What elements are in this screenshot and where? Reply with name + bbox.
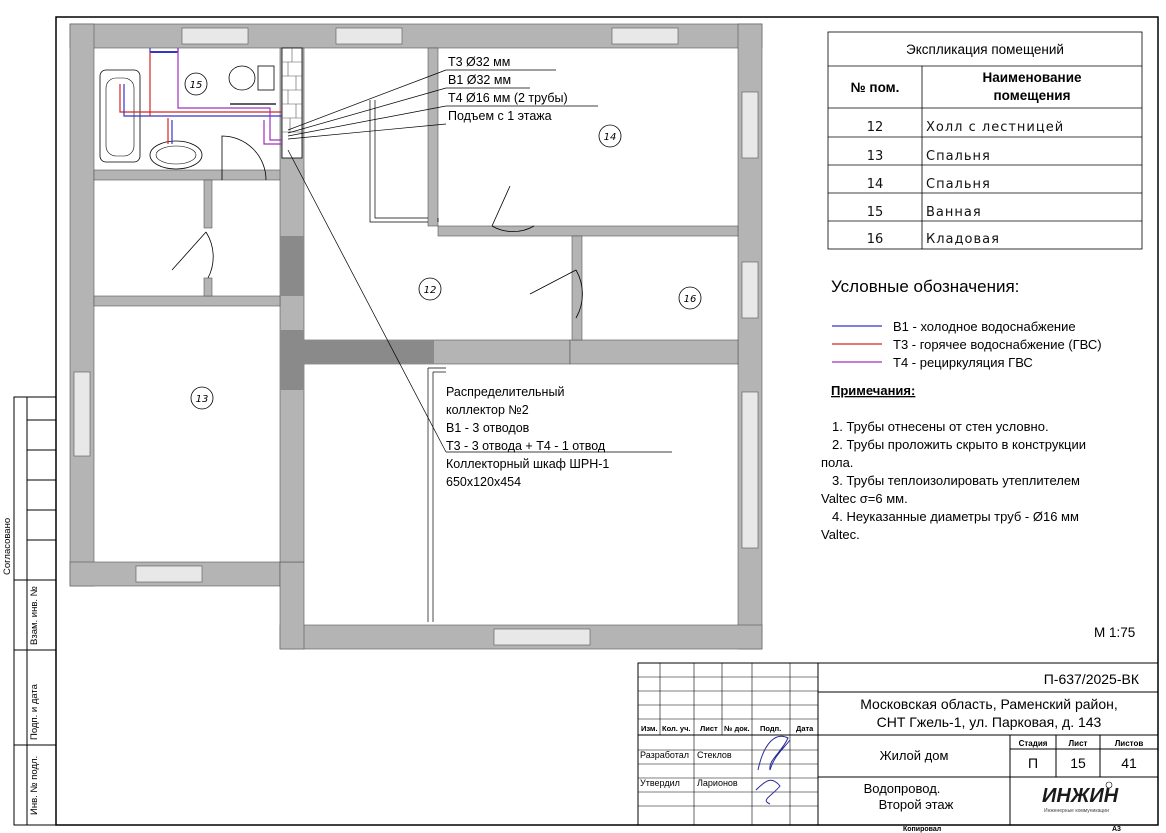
riser-line-b1: В1 Ø32 мм [448,73,512,87]
note-line: 4. Неуказанные диаметры труб - Ø16 мм [832,509,1079,524]
col-name-header-1: Наименование [982,70,1082,85]
stage-label: Стадия [1018,739,1048,748]
title-block [638,663,1158,833]
side-stamp [2,397,56,825]
address-line-2: СНТ Гжель-1, ул. Парковая, д. 143 [876,714,1102,730]
room-label-14: 14 [603,132,617,143]
note-line: 2. Трубы проложить скрыто в конструкции [832,437,1086,452]
outer-walls [70,24,762,649]
address-line-1: Московская область, Раменский район, [860,696,1118,712]
hdr-kol: Кол. уч. [662,724,691,733]
room-num: 15 [866,205,884,220]
room-label-12: 12 [423,285,437,296]
room-name: Спальня [926,149,991,164]
riser-line-rise: Подъем с 1 этажа [448,109,552,123]
room-label-15: 15 [189,80,203,91]
room-num: 16 [866,232,884,247]
riser-callout [448,55,568,123]
sheets-label: Листов [1114,739,1144,748]
legend [831,277,1102,370]
note-line: Valtec σ=6 мм. [821,491,908,506]
approved-name: Ларионов [697,778,738,788]
hdr-list: Лист [700,724,718,733]
signature-mark [756,736,790,804]
room-num: 12 [866,120,884,135]
sheet-title-1: Водопровод. [863,781,941,796]
legend-title: Условные обозначения: [831,277,1020,296]
collector-line-4: Т3 - 3 отвода + Т4 - 1 отвод [446,439,606,453]
sink [150,141,202,169]
side-inv-orig: Инв. № подл. [29,755,40,815]
logo-text: ИНЖИН [1042,785,1119,807]
hdr-izm: Изм. [641,724,658,733]
riser-line-t3: Т3 Ø32 мм [448,55,511,69]
collector-line-6: 650х120х454 [446,475,522,489]
legend-item-recirc: Т4 - рециркуляция ГВС [893,355,1033,370]
room-label-13: 13 [195,394,209,405]
hdr-doc: № док. [724,724,750,733]
developed-name: Стеклов [697,750,732,760]
collector-line-2: коллектор №2 [446,403,529,417]
sheet-label: Лист [1068,739,1088,748]
notes [821,383,1086,542]
copied-label: Копировал [903,826,942,833]
room-name: Спальня [926,177,991,192]
note-line: 3. Трубы теплоизолировать утеплителем [832,473,1080,488]
toilet-tank [258,66,274,90]
windows [74,28,758,645]
sheets-value: 41 [1121,755,1137,771]
approved-label: Утвердил [640,778,680,788]
legend-item-hot: Т3 - горячее водоснабжение (ГВС) [893,337,1102,352]
room-name: Холл с лестницей [926,120,1065,135]
col-num-header: № пом. [850,80,900,95]
hdr-sign: Подп. [760,724,782,733]
note-line: пола. [821,455,854,470]
room-name: Ванная [926,205,982,220]
explication-table [828,32,1142,249]
wall-accent [280,236,304,296]
riser-line-t4: Т4 Ø16 мм (2 трубы) [448,91,568,105]
riser-shaft [282,48,302,158]
collector-line-3: В1 - 3 отводов [446,421,530,435]
sheet-title-2: Второй этаж [878,797,954,812]
room-num: 13 [866,149,884,164]
note-line: 1. Трубы отнесены от стен условно. [832,419,1049,434]
doc-code: П-637/2025-ВК [1043,671,1139,687]
logo-tagline: Инженерные коммуникации [1044,808,1109,814]
collector-line-1: Распределительный [446,385,565,399]
side-agreed: Согласовано [2,517,13,575]
hdr-date: Дата [796,724,814,733]
side-inv-replace: Взам. инв. № [29,586,40,645]
collector-line-5: Коллекторный шкаф ШРН-1 [446,457,610,471]
developed-label: Разработал [640,750,689,760]
room-name: Кладовая [926,232,1000,247]
sheet-value: 15 [1070,755,1086,771]
col-name-header-2: помещения [993,88,1071,103]
explication-title: Экспликация помещений [906,42,1064,57]
company-logo [1042,782,1119,814]
notes-title: Примечания: [831,383,916,398]
scale-label: М 1:75 [1094,625,1136,640]
stage-value: П [1027,755,1039,771]
room-label-16: 16 [683,294,697,305]
room-num: 14 [866,177,884,192]
format-label: А3 [1112,826,1121,833]
object-name: Жилой дом [879,748,949,763]
side-sign-date: Подп. и дата [29,684,40,740]
collector-callout [446,385,609,489]
legend-item-cold: В1 - холодное водоснабжение [893,319,1076,334]
wall-accent [304,340,434,364]
interior-walls [94,48,738,562]
floor-plan [70,24,762,649]
wall-accent [280,330,304,390]
note-line: Valtec. [821,527,860,542]
toilet [229,66,255,90]
pipes [120,48,282,144]
